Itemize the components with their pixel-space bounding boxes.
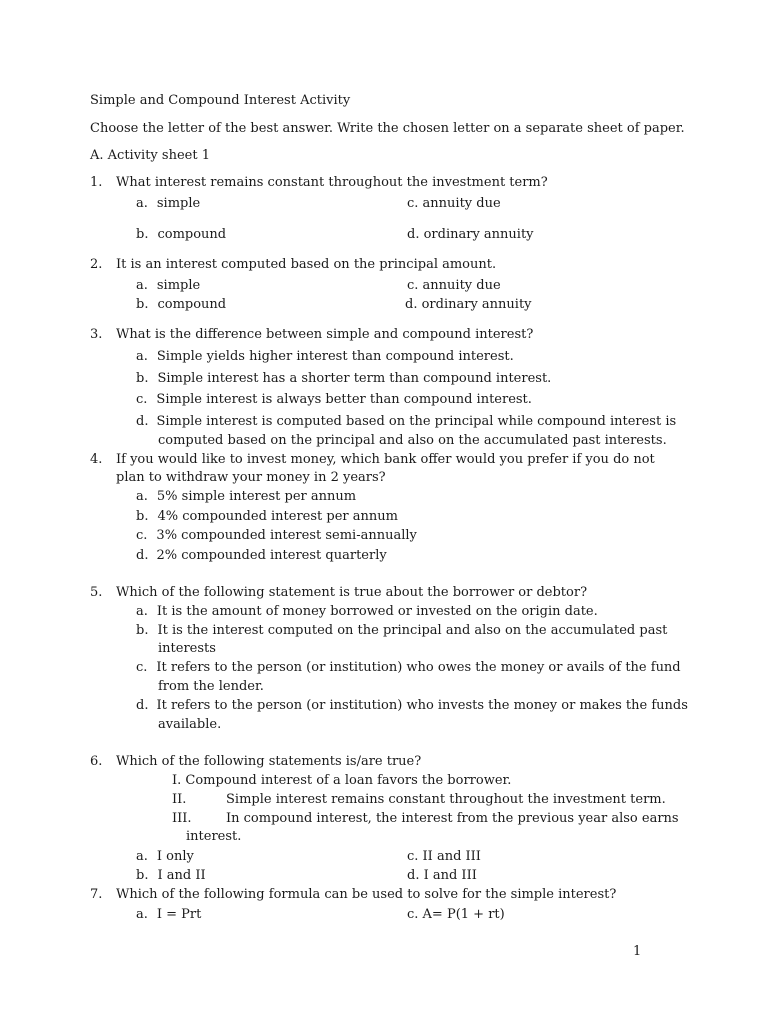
statement-3-continued: interest. (186, 829, 242, 844)
question-text: Which of the following formula can be used to solve for the simple interest? (116, 887, 617, 902)
option-b (136, 297, 226, 313)
option-d-continued: available. (158, 717, 222, 732)
option-text: Simple interest is always better than compound interest. (156, 392, 532, 407)
option-a (136, 907, 201, 923)
option-letter: b. (136, 509, 149, 524)
option-b-continued: interests (158, 641, 216, 656)
question-7 (90, 887, 616, 903)
option-text: simple (156, 196, 201, 211)
option-d: d. ordinary annuity (405, 297, 532, 312)
option-letter: d. (136, 414, 149, 429)
option-letter: b. (136, 227, 149, 242)
question-6 (90, 754, 421, 770)
question-5 (90, 585, 587, 601)
option-letter: c. (136, 392, 148, 407)
option-text: compound (157, 297, 227, 312)
option-text: It is the interest computed on the principal and also on the accumulated past (157, 623, 668, 638)
option-text: 3% compounded interest semi-annually (156, 528, 417, 543)
question-text: What is the difference between simple and compound interest? (116, 327, 534, 342)
option-text: compound (157, 227, 227, 242)
option-b (136, 227, 226, 243)
option-text: Simple interest has a shorter term than compound interest. (157, 371, 552, 386)
option-c: c. annuity due (407, 196, 501, 211)
option-letter: b. (136, 623, 149, 638)
question-3 (90, 327, 533, 343)
option-a (136, 849, 194, 865)
option-b (136, 371, 551, 387)
option-d (136, 698, 688, 714)
option-a (136, 604, 598, 620)
option-text: I only (156, 849, 194, 864)
question-number: 6. (90, 754, 103, 769)
page-number: 1 (633, 944, 642, 959)
option-letter: b. (136, 371, 149, 386)
option-c-continued: from the lender. (158, 679, 264, 694)
statement-2: Simple interest remains constant throughout the investment term. (226, 792, 666, 807)
option-text: It refers to the person (or institution) who owes the money or avails of the fund (156, 660, 681, 675)
question-2 (90, 257, 496, 273)
option-d-continued: computed based on the principal and also on the accumulated past interests. (158, 433, 667, 448)
doc-title: Simple and Compound Interest Activity (90, 93, 351, 108)
option-c (136, 528, 417, 544)
question-text: Which of the following statements is/are true? (116, 754, 422, 769)
option-text: It is the amount of money borrowed or invested on the origin date. (156, 604, 598, 619)
option-letter: b. (136, 868, 149, 883)
option-letter: a. (136, 349, 148, 364)
option-text: Simple yields higher interest than compound interest. (156, 349, 514, 364)
option-d (136, 414, 676, 430)
statement-3-number: III. (172, 811, 192, 826)
option-letter: a. (136, 604, 148, 619)
option-letter: c. (136, 660, 148, 675)
option-text: It refers to the person (or institution) who invests the money or makes the funds (156, 698, 688, 713)
option-letter: a. (136, 907, 148, 922)
option-b (136, 623, 667, 639)
question-number: 2. (90, 257, 103, 272)
option-a (136, 196, 200, 212)
option-a (136, 349, 514, 365)
question-number: 7. (90, 887, 103, 902)
question-text: Which of the following statement is true about the borrower or debtor? (116, 585, 588, 600)
statement-3: In compound interest, the interest from the previous year also earns (226, 811, 679, 826)
option-letter: a. (136, 196, 148, 211)
question-text: If you would like to invest money, which bank offer would you prefer if you do not (116, 452, 655, 467)
option-text: 4% compounded interest per annum (157, 509, 398, 524)
question-text: It is an interest computed based on the principal amount. (116, 257, 497, 272)
option-text: I = Prt (156, 907, 202, 922)
question-number: 3. (90, 327, 103, 342)
question-number: 4. (90, 452, 103, 467)
option-c: c. A= P(1 + rt) (407, 907, 505, 922)
option-letter: a. (136, 849, 148, 864)
question-4 (90, 452, 655, 468)
section-heading: A. Activity sheet 1 (90, 148, 210, 163)
option-letter: b. (136, 297, 149, 312)
question-number: 5. (90, 585, 103, 600)
option-d (136, 548, 387, 564)
option-letter: a. (136, 278, 148, 293)
option-c: c. II and III (407, 849, 481, 864)
option-d: d. I and III (407, 868, 477, 883)
question-text: What interest remains constant throughout the investment term? (116, 175, 548, 190)
option-a (136, 489, 356, 505)
option-b (136, 868, 206, 884)
option-d: d. ordinary annuity (407, 227, 534, 242)
option-c (136, 660, 681, 676)
option-text: I and II (157, 868, 206, 883)
instruction: Choose the letter of the best answer. Write the chosen letter on a separate sheet of paper. (90, 121, 685, 136)
option-c: c. annuity due (407, 278, 501, 293)
option-text: simple (156, 278, 201, 293)
option-b (136, 509, 398, 525)
question-1 (90, 175, 548, 191)
option-a (136, 278, 200, 294)
option-text: Simple interest is computed based on the principal while compound interest is (156, 414, 677, 429)
statement-2-number: II. (172, 792, 187, 807)
option-text: 5% simple interest per annum (156, 489, 357, 504)
question-text-continued: plan to withdraw your money in 2 years? (116, 470, 386, 485)
statement-1: I. Compound interest of a loan favors the borrower. (172, 773, 512, 788)
option-letter: c. (136, 528, 148, 543)
option-letter: d. (136, 698, 149, 713)
option-letter: a. (136, 489, 148, 504)
option-text: 2% compounded interest quarterly (156, 548, 387, 563)
option-c (136, 392, 532, 408)
option-letter: d. (136, 548, 149, 563)
question-number: 1. (90, 175, 103, 190)
